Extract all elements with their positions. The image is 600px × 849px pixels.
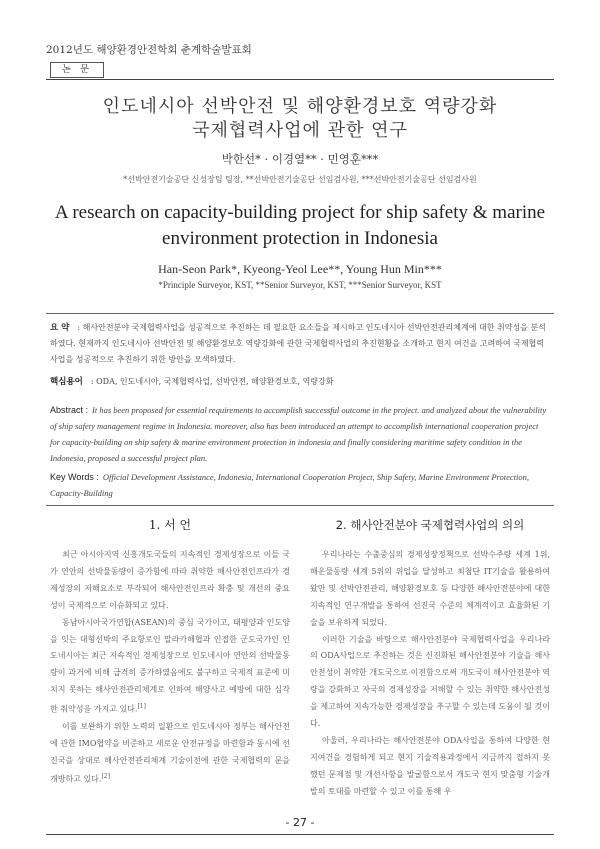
right-column	[310, 517, 550, 801]
journal-header: 2012년도 해양환경안전학회 춘계학술발표회	[46, 44, 252, 56]
bottom-rule	[46, 834, 554, 835]
english-authors: Han-Seon Park*, Kyeong-Yeol Lee**, Young Hun Min***	[158, 262, 442, 276]
section-1-paragraph-2	[50, 615, 290, 719]
korean-abstract-text: : 해사안전분야 국제협력사업을 성공적으로 추진하는 데 필요한 요소들을 제시하고 인도네시아 선박안전관리체계에 대한 취약성을 분석하였다. 현재까지 인도네시아 선박안전 및 해양환경보호 역량강화에 관한 국제협력사업의 추진현황을 소개하고 현지 여건을 고려하여 국제협력사업을 성공적으로 추진하기 위한 방안을 모색하였다.	[50, 323, 546, 364]
english-keywords-label: Key Words :	[50, 472, 99, 482]
korean-authors: 박한선* · 이경열** · 민영훈***	[221, 152, 379, 166]
citation-1: [1]	[137, 703, 146, 711]
section-2-paragraph-1: 우리나라는 수출중심의 경제성장정책으로 선박수주량 세계 1위, 해운물동량 세계 5위의 위업을 달성하고 최첨단 IT기술을 활용하여왔만 및 선박안전관리, 해양환경보호 등 다양한 해사안전분야에 대한 지속적인 연구개발을 통하여 선진국 수준의 체계적이고 효율화된 기술을 보유하게 되었다.	[310, 550, 550, 627]
korean-affiliations: *선박안전기술공단 신성장팀 팀장, **선박안전기술공단 선임검사원, ***선박안전기술공단 선임검사원	[123, 175, 477, 184]
english-keywords	[50, 469, 550, 501]
english-abstract-text: It has been proposed for essential requirements to accomplish successful outcome in the project. and analyzed about the vulnerability of ship safety management regime in Indonesia. moreover, also has been introduced an attempt to accomplish international cooperation project for capacity-building on ship safety & marine environment protection in indonesia and finally considering maritime safety condition in the Indonesia, proposed a successful project plan.	[50, 405, 547, 463]
section-1-paragraph-3-text: 이를 보완하기 위한 노력의 일환으로 인도네시아 정부는 해사안전에 관한 IMO협약을 비준하고 새로운 안전규정을 마련함과 동시에 선진국을 상대로 해사안전관리체계 기술이전에 관한 국제협력의 문을 개방하고 있다.	[50, 721, 290, 785]
section-2-heading: 2. 해사안전분야 국제협력사업의 의의	[335, 518, 525, 532]
citation-2: [2]	[101, 773, 110, 781]
english-affiliations: *Principle Surveyor, KST, **Senior Surveyor, KST, ***Senior Surveyor, KST	[158, 280, 442, 290]
english-title-line-1: A research on capacity-building project for ship safety & marine	[54, 202, 546, 223]
section-1-paragraph-1: 최근 아시아지역 신흥개도국들의 지속적인 경제성장으로 이들 국가 연안의 선박물동량이 증가함에 따라 취약한 해사안전인프라가 경제성장의 저해요소로 부각되어 해사안전인프라 확충 및 개선의 중요성이 국제적으로 이슈화되고 있다.	[50, 550, 290, 610]
korean-keywords-label: 핵심용어	[50, 377, 83, 387]
korean-title-line-1: 인도네시아 선박안전 및 해양환경보호 역량강화	[102, 96, 498, 117]
abstract-divider	[46, 505, 554, 506]
english-abstract-label: Abstract :	[50, 405, 89, 415]
section-1-paragraph-3	[50, 719, 290, 789]
english-keywords-text: Official Development Assistance, Indonesia, International Cooperation Project, Ship Safety, Marine Environment Protection, Capacity-Building	[50, 472, 530, 498]
page-number: - 27 -	[285, 816, 315, 829]
section-2-paragraph-3: 아울러, 우리나라는 해사안전분야 ODA사업을 통하여 다양한 현지여건을 경험하게 되고 현지 기술적용과정에서 지금까지 접하지 못했던 문제점 및 개선사항을 발굴함으로서 개도국 현지 맞춤형 기술개발의 토대를 마련할 수 있고 이를 통해 우	[310, 735, 550, 796]
korean-keywords	[50, 374, 550, 390]
korean-keywords-text: : ODA, 인도네시아, 국제협력사업, 선박안전, 해양환경보호, 역량강화	[90, 377, 334, 386]
section-1-heading: 1. 서 언	[148, 518, 192, 532]
header-divider	[46, 313, 554, 314]
korean-abstract	[50, 320, 550, 368]
section-2-paragraph-2: 이러한 기술을 바탕으로 해사안전분야 국제협력사업을 우리나라의 ODA사업으로 추진하는 것은 신진화된 해사안전분야 기술을 해사안전성이 취약한 개도국으로 이전함으로써 개도국이 해사안전분야 역량을 강화하고 자국의 경제성장을 저해할 수 있는 취약한 해사안전성을 제고하여 지속가능한 경제성장을 추구할 수 있는데 도움이 될 것이다.	[310, 634, 550, 729]
korean-abstract-label: 요 약	[50, 323, 70, 333]
korean-title-line-2: 국제협력사업에 관한 연구	[192, 120, 408, 141]
article-type-tag: 논 문	[50, 62, 104, 78]
section-1-paragraph-2-text: 동남아시아국가연합(ASEAN)의 중심 국가이고, 태평양과 인도양을 잇는 대형선박의 주요항로인 말라카해협과 인접한 군도국가인 인도네시아는 최근 지속적인 경제성장으로 인도네시아 연안의 선박물동량이 과거에 비해 급격히 증가하였음에도 불구하고 국제적 표준에 미치지 못하는 해사안전관리체계로 인하여 해양사고 예방에 대한 심각한 취약성을 가지고 있다.	[50, 617, 290, 714]
english-abstract	[50, 402, 550, 466]
english-title-line-2: environment protection in Indonesia	[162, 228, 438, 249]
left-column	[50, 517, 290, 789]
top-rule	[46, 79, 554, 80]
